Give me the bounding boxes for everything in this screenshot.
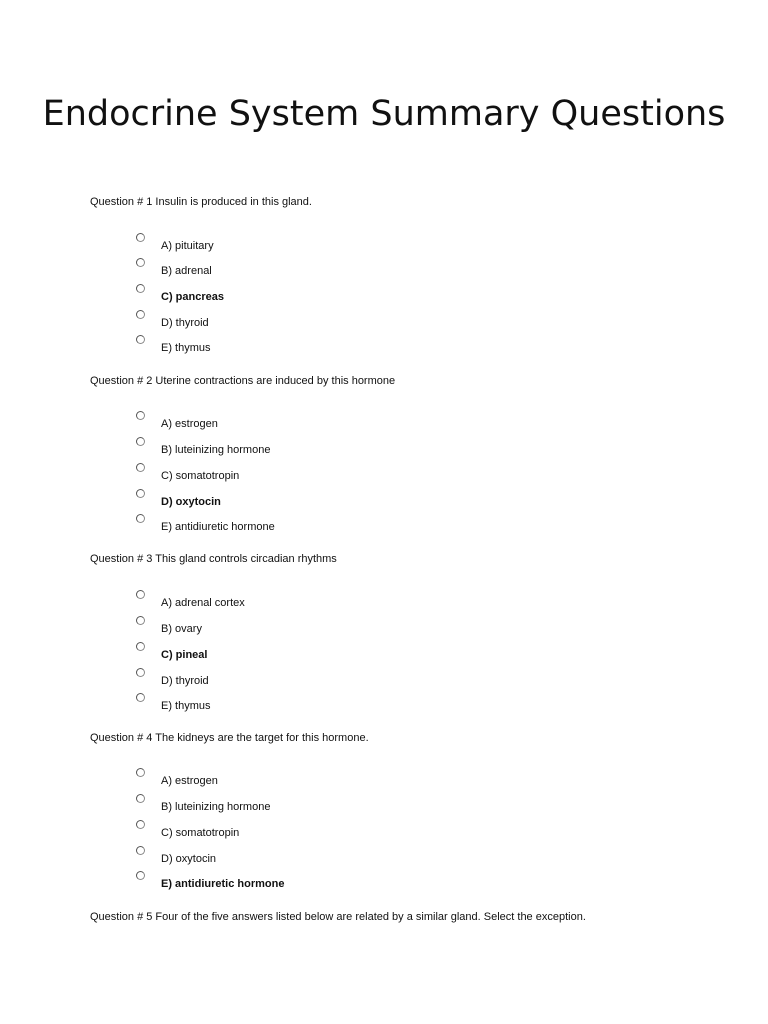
option-label: A) estrogen bbox=[161, 775, 218, 787]
question-1-option-a[interactable] bbox=[136, 233, 536, 253]
question-1-option-d[interactable] bbox=[136, 310, 536, 330]
radio-button[interactable] bbox=[136, 233, 145, 242]
question-4-option-b[interactable] bbox=[136, 794, 536, 814]
option-label: B) ovary bbox=[161, 623, 202, 635]
radio-button[interactable] bbox=[136, 668, 145, 677]
question-4-option-a[interactable] bbox=[136, 768, 536, 788]
question-2-option-d[interactable] bbox=[136, 489, 536, 509]
question-3-option-e[interactable] bbox=[136, 693, 536, 713]
option-label: B) luteinizing hormone bbox=[161, 801, 271, 813]
option-label-correct: C) pineal bbox=[161, 649, 208, 661]
page-title: Endocrine System Summary Questions bbox=[42, 94, 726, 134]
radio-button[interactable] bbox=[136, 258, 145, 267]
question-3-text: Question # 3 This gland controls circadian rhythms bbox=[90, 553, 337, 565]
question-4-option-c[interactable] bbox=[136, 820, 536, 840]
option-label-correct: C) pancreas bbox=[161, 291, 224, 303]
option-label: C) somatotropin bbox=[161, 470, 240, 482]
question-2-option-a[interactable] bbox=[136, 411, 536, 431]
option-label: A) pituitary bbox=[161, 240, 214, 252]
question-3-option-c[interactable] bbox=[136, 642, 536, 662]
question-1-option-c[interactable] bbox=[136, 284, 536, 304]
question-1-text: Question # 1 Insulin is produced in this gland. bbox=[90, 196, 312, 208]
question-2-option-c[interactable] bbox=[136, 463, 536, 483]
radio-button[interactable] bbox=[136, 284, 145, 293]
question-3-option-d[interactable] bbox=[136, 668, 536, 688]
question-5-text: Question # 5 Four of the five answers listed below are related by a similar gland. Select the exception. bbox=[90, 911, 586, 923]
radio-button[interactable] bbox=[136, 616, 145, 625]
option-label: D) thyroid bbox=[161, 317, 209, 329]
radio-button[interactable] bbox=[136, 335, 145, 344]
option-label-correct: E) antidiuretic hormone bbox=[161, 878, 285, 890]
radio-button[interactable] bbox=[136, 514, 145, 523]
question-4-option-e[interactable] bbox=[136, 871, 536, 891]
question-1-option-e[interactable] bbox=[136, 335, 536, 355]
option-label-correct: D) oxytocin bbox=[161, 496, 221, 508]
question-2-text: Question # 2 Uterine contractions are induced by this hormone bbox=[90, 375, 396, 387]
option-label: D) oxytocin bbox=[161, 853, 217, 865]
option-label: A) estrogen bbox=[161, 418, 218, 430]
question-2-option-b[interactable] bbox=[136, 437, 536, 457]
radio-button[interactable] bbox=[136, 437, 145, 446]
radio-button[interactable] bbox=[136, 489, 145, 498]
radio-button[interactable] bbox=[136, 871, 145, 880]
option-label: C) somatotropin bbox=[161, 827, 240, 839]
option-label: B) adrenal bbox=[161, 265, 212, 277]
question-1-option-b[interactable] bbox=[136, 258, 536, 278]
radio-button[interactable] bbox=[136, 411, 145, 420]
option-label: B) luteinizing hormone bbox=[161, 444, 271, 456]
question-4-option-d[interactable] bbox=[136, 846, 536, 866]
radio-button[interactable] bbox=[136, 794, 145, 803]
radio-button[interactable] bbox=[136, 590, 145, 599]
radio-button[interactable] bbox=[136, 768, 145, 777]
option-label: A) adrenal cortex bbox=[161, 597, 245, 609]
radio-button[interactable] bbox=[136, 310, 145, 319]
radio-button[interactable] bbox=[136, 693, 145, 702]
option-label: E) thymus bbox=[161, 342, 211, 354]
question-4-text: Question # 4 The kidneys are the target for this hormone. bbox=[90, 732, 369, 744]
question-3-option-b[interactable] bbox=[136, 616, 536, 636]
question-2-option-e[interactable] bbox=[136, 514, 536, 534]
radio-button[interactable] bbox=[136, 846, 145, 855]
radio-button[interactable] bbox=[136, 820, 145, 829]
radio-button[interactable] bbox=[136, 463, 145, 472]
option-label: D) thyroid bbox=[161, 675, 209, 687]
radio-button[interactable] bbox=[136, 642, 145, 651]
option-label: E) antidiuretic hormone bbox=[161, 521, 275, 533]
question-3-option-a[interactable] bbox=[136, 590, 536, 610]
option-label: E) thymus bbox=[161, 700, 211, 712]
